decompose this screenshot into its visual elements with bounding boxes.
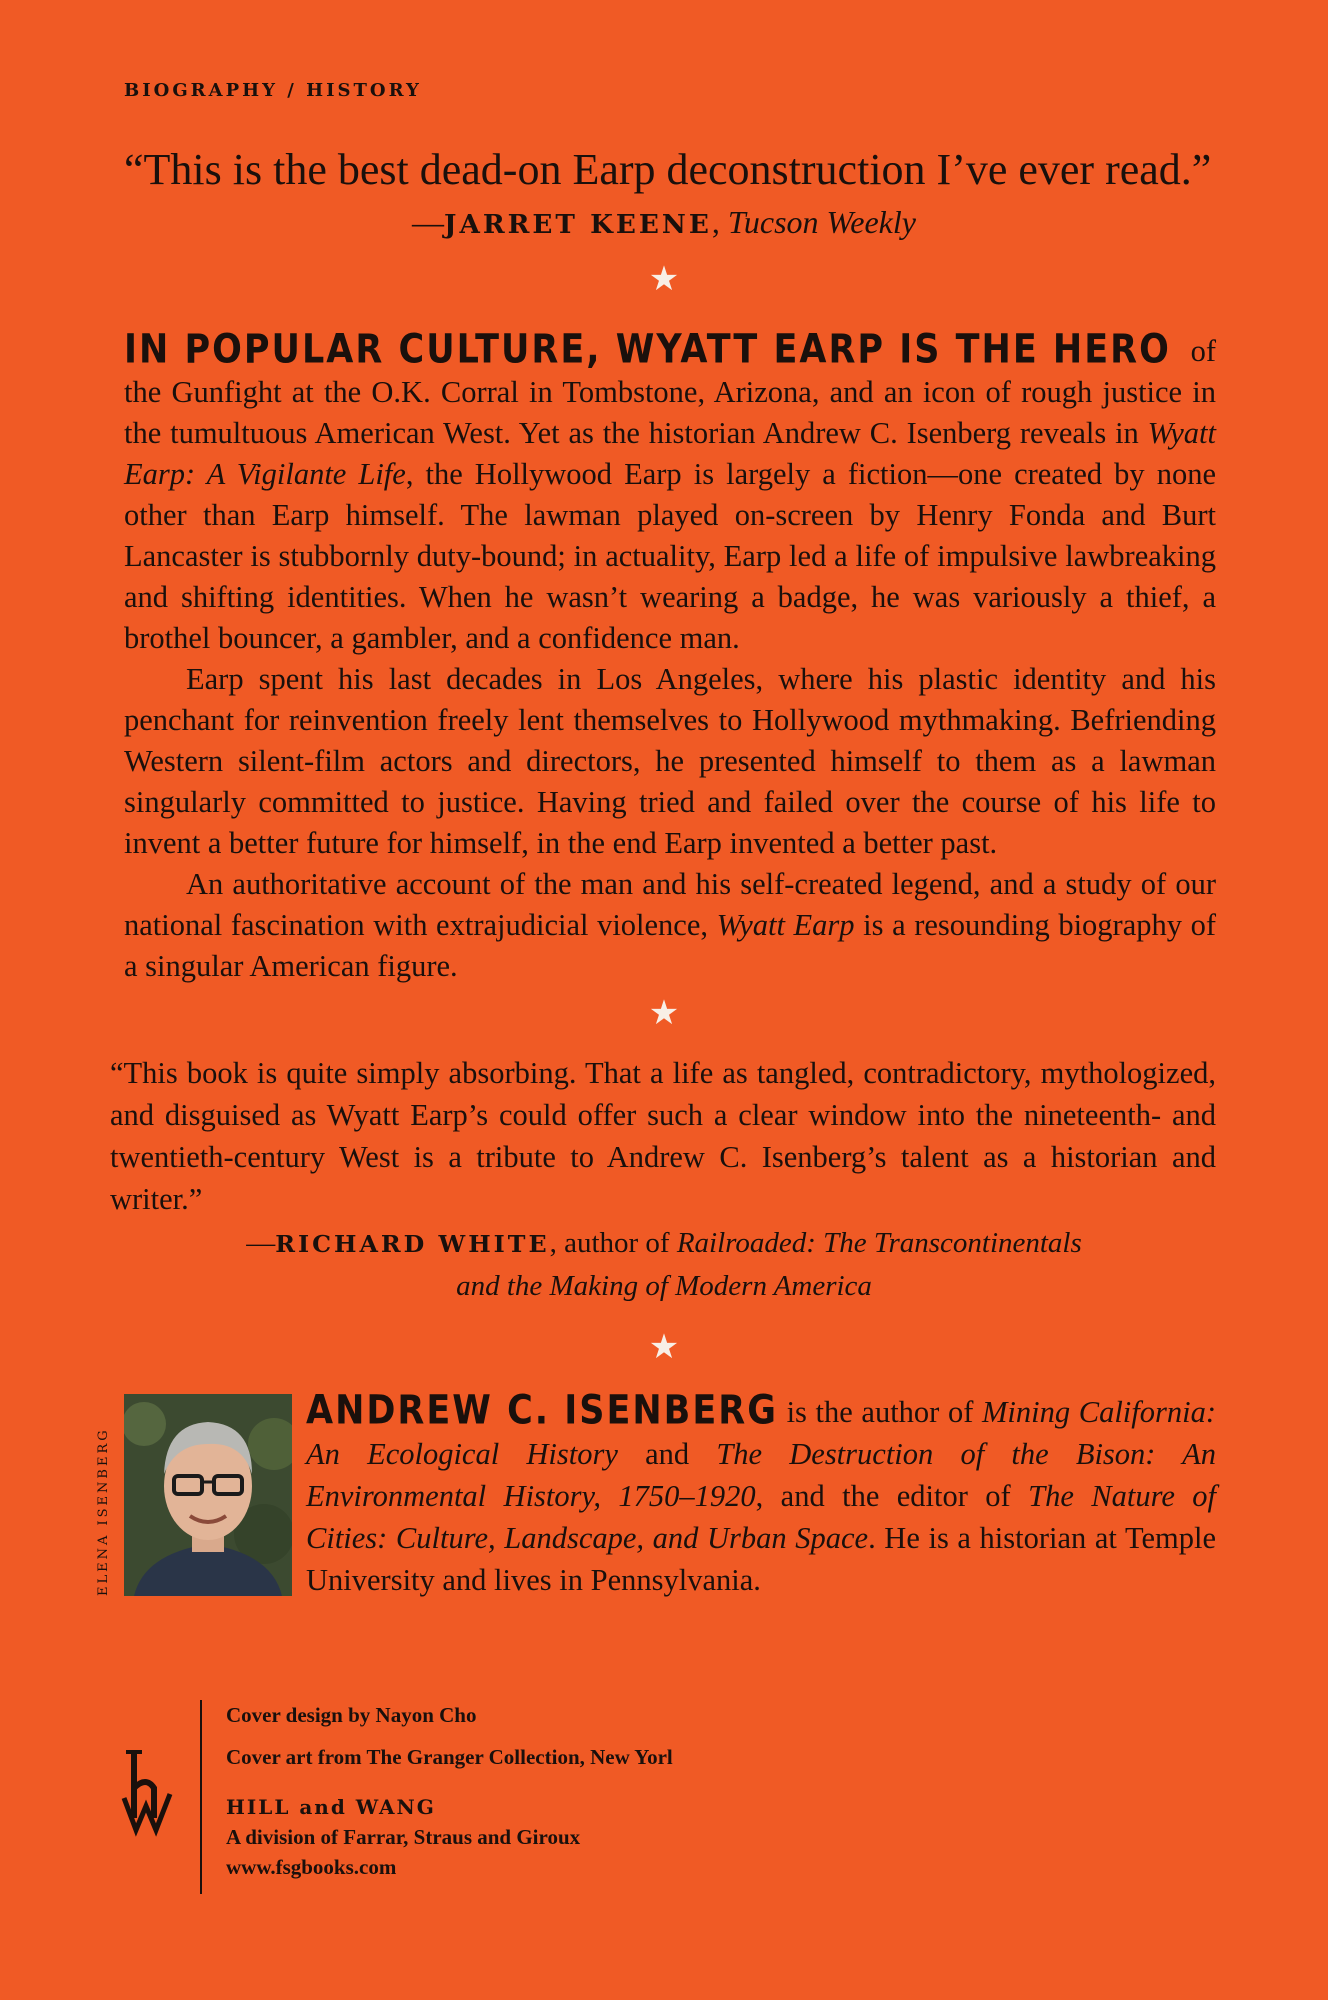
category-label: BIOGRAPHY / HISTORY — [124, 80, 422, 101]
bio-book: The Destruction of the Bison: An Environmental History, 1750–1920 — [306, 1437, 1216, 1513]
credits-divider — [200, 1700, 202, 1894]
attribution-name: RICHARD WHITE — [275, 1230, 550, 1258]
attribution-name: JARRET KEENE — [444, 209, 712, 240]
attribution-book: and the Making of Modern America — [456, 1270, 872, 1302]
second-quote: “This book is quite simply absorbing. That a life as tangled, contradictory, mythologized, and disguised as Wyatt Earp’s could offer such a clear window into the nineteenth- and twentieth-century West is a tribute to Andrew C. Isenberg’s talent as a historian and writer.” — [110, 1056, 1216, 1216]
author-name: ANDREW C. ISENBERG — [306, 1388, 778, 1434]
description-paragraph-3 — [124, 864, 1216, 987]
publisher-name: HILL and WANG — [226, 1795, 436, 1819]
bio-text: . He is a historian at Temple University and lives in Pennsylvania. — [306, 1521, 1216, 1597]
attribution-source: Tucson Weekly — [727, 204, 916, 240]
description-paragraph-1 — [124, 326, 1216, 659]
cover-design-credit: Cover design by Nayon Cho — [226, 1703, 477, 1727]
bio-text: is the author of — [777, 1395, 982, 1429]
bio-book: The Nature of Cities: Culture, Landscape, and Urban Space — [306, 1479, 1216, 1555]
publisher-url[interactable]: www.fsgbooks.com — [226, 1855, 397, 1879]
bio-book: Mining California: An Ecological History — [306, 1395, 1216, 1471]
credits — [226, 1700, 673, 1882]
description-paragraph-2: Earp spent his last decades in Los Angeles, where his plastic identity and his penchant for reinvention freely lent themselves to Hollywood mythmaking. Befriending Western silent-film actors and directors, he presented himself to them as a lawman singularly committed to justice. Having tried and failed over the course of his life to invent a better future for himself, in the end Earp invented a better past. — [124, 662, 1216, 860]
attribution-book: Railroaded: The Transcontinentals — [676, 1227, 1082, 1259]
star-divider-3: ★ — [648, 1329, 680, 1366]
book-title: Wyatt Earp: A Vigilante Life — [124, 416, 1216, 491]
description — [124, 326, 1217, 987]
publisher-division: A division of Farrar, Straus and Giroux — [226, 1825, 581, 1849]
book-title: Wyatt Earp — [716, 908, 855, 942]
second-quote-attribution — [0, 1222, 1328, 1307]
star-divider-1: ★ — [648, 261, 680, 298]
author-photo — [124, 1394, 292, 1596]
attribution-dash: — — [412, 204, 445, 240]
star-divider-2: ★ — [648, 995, 680, 1032]
description-text: An authoritative account of the man and his self-created legend, and a study of our national fascination with extrajudicial violence, — [124, 867, 1216, 942]
top-quote: “This is the best dead-on Earp deconstruction I’ve ever read.” — [124, 145, 1212, 194]
attribution-sep: , — [711, 204, 728, 240]
publisher-logo-icon — [116, 1748, 180, 1838]
description-text: , the Hollywood Earp is largely a fiction—one created by none other than Earp himself. The lawman played on-screen by Henry Fonda and Burt Lancaster is stubbornly duty-bound; in actuality, Earp led a life of impulsive lawbreaking and shifting identities. When he wasn’t wearing a badge, he was variously a thief, a brothel bouncer, a gambler, and a confidence man. — [124, 457, 1216, 655]
bio-text: , and the editor of — [755, 1479, 1029, 1513]
attribution-dash: — — [246, 1227, 276, 1259]
top-quote-attribution — [0, 200, 1328, 247]
cover-art-credit: Cover art from The Granger Collection, New Yorl — [226, 1745, 673, 1769]
bio-text: and — [617, 1437, 717, 1471]
attribution-text: , author of — [549, 1227, 677, 1259]
description-lead: IN POPULAR CULTURE, WYATT EARP IS THE HERO — [124, 326, 1171, 373]
author-bio — [306, 1390, 1216, 1601]
author-portrait-icon — [124, 1394, 292, 1596]
description-text: of the Gunfight at the O.K. Corral in Tombstone, Arizona, and an icon of rough justice in the tumultuous American West. Yet as the historian Andrew C. Isenberg reveals in — [124, 334, 1216, 450]
description-text: is a resounding biography of a singular American figure. — [124, 908, 1217, 983]
photo-credit: ELENA ISENBERG — [96, 1427, 111, 1596]
